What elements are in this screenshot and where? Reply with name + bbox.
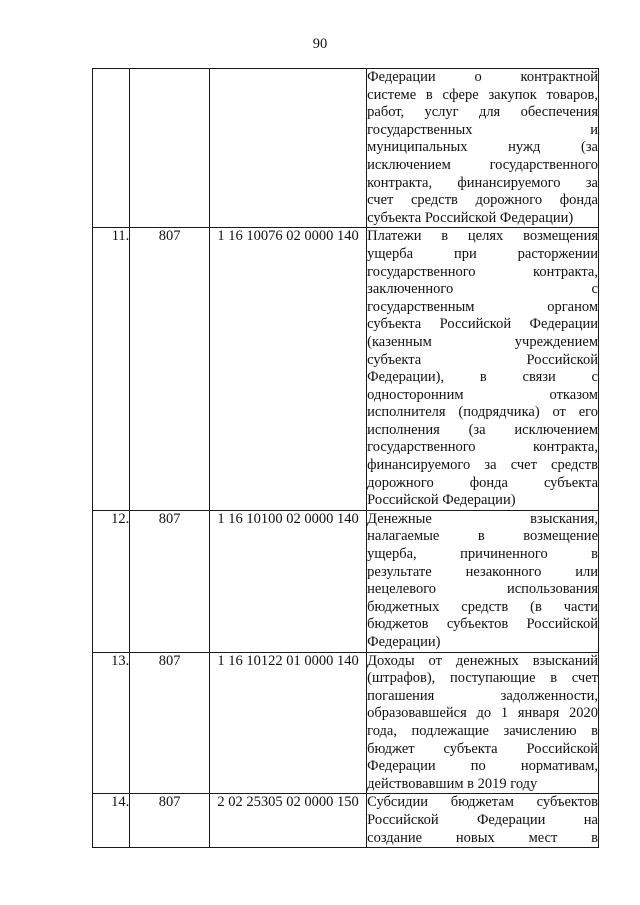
administrator-code: 807	[130, 652, 210, 794]
revenue-description	[367, 794, 599, 848]
description-line: Денежные взыскания,	[367, 510, 598, 527]
description-line: дорожного фонда субъекта	[367, 474, 598, 491]
description-line: субъекта Российской	[367, 351, 598, 368]
description-line: контракта, финансируемого за	[367, 174, 598, 191]
administrator-code: 807	[130, 794, 210, 848]
description-line: Субсидии бюджетам субъектов	[367, 794, 598, 811]
row-number	[93, 69, 130, 228]
description-line: бюджет субъекта Российской	[367, 740, 598, 757]
description-line: (казенным учреждением	[367, 333, 598, 350]
description-line: Платежи в целях возмещения	[367, 228, 598, 245]
description-line: односторонним отказом	[367, 386, 598, 403]
description-line: погашения задолженности,	[367, 687, 598, 704]
description-line: Федерации)	[367, 634, 441, 650]
description-line: исключением государственного	[367, 156, 598, 173]
description-line: Федерации о контрактной	[367, 69, 598, 85]
description-line: государственным органом	[367, 298, 598, 315]
description-line: финансируемого за счет средств	[367, 457, 598, 474]
description-line: заключенного с	[367, 281, 598, 298]
table-row	[93, 794, 599, 848]
description-line: государственного контракта,	[367, 439, 598, 456]
revenue-description	[367, 69, 599, 228]
budget-classification-code	[209, 69, 366, 228]
table-row	[93, 69, 599, 228]
description-line: налагаемые в возмещение	[367, 528, 598, 545]
revenue-description	[367, 228, 599, 511]
revenue-description	[367, 510, 599, 652]
budget-classification-code: 1 16 10122 01 0000 140	[209, 652, 366, 794]
description-line: ущерба при расторжении	[367, 245, 598, 262]
description-line: государственного контракта,	[367, 263, 598, 280]
description-line: Российской Федерации)	[367, 492, 516, 509]
description-line: действовавшим в 2019 году	[367, 775, 538, 792]
description-line: бюджетов субъектов Российской	[367, 616, 598, 633]
description-line: образовавшейся до 1 января 2020	[367, 705, 598, 722]
table-row	[93, 228, 599, 511]
description-line: ущерба, причиненного в	[367, 546, 598, 563]
revenue-description	[367, 652, 599, 794]
description-line: результате незаконного или	[367, 563, 598, 580]
description-line: муниципальных нужд (за	[367, 139, 598, 156]
description-line: работ, услуг для обеспечения	[367, 104, 598, 121]
administrator-code: 807	[130, 228, 210, 511]
description-line: субъекта Российской Федерации	[367, 316, 598, 333]
row-number: 12.	[93, 510, 130, 652]
description-line: бюджетных средств (в части	[367, 598, 598, 615]
budget-classification-code: 1 16 10076 02 0000 140	[209, 228, 366, 511]
description-line: исполнителя (подрядчика) от его	[367, 404, 598, 421]
row-number: 14.	[93, 794, 130, 848]
description-line: системе в сфере закупок товаров,	[367, 86, 598, 103]
page-number: 90	[312, 36, 328, 52]
table-row	[93, 510, 599, 652]
budget-classification-code: 1 16 10100 02 0000 140	[209, 510, 366, 652]
description-line: создание новых мест в	[367, 829, 598, 846]
budget-classification-code: 2 02 25305 02 0000 150	[209, 794, 366, 848]
description-line: Федерации), в связи с	[367, 369, 598, 386]
description-line: счет средств дорожного фонда	[367, 192, 598, 209]
description-line: Федерации по нормативам,	[367, 758, 598, 775]
description-line: нецелевого использования	[367, 581, 598, 598]
administrator-code	[130, 69, 210, 228]
revenue-code-table	[92, 68, 599, 848]
description-line: года, подлежащие зачислению в	[367, 722, 598, 739]
description-line: Доходы от денежных взысканий	[367, 652, 598, 669]
description-line: исполнения (за исключением	[367, 421, 598, 438]
description-line: государственных и	[367, 121, 598, 138]
description-line: субъекта Российской Федерации)	[367, 209, 574, 226]
row-number: 13.	[93, 652, 130, 794]
description-line: Российской Федерации на	[367, 811, 598, 828]
administrator-code: 807	[130, 510, 210, 652]
row-number: 11.	[93, 228, 130, 511]
description-line: (штрафов), поступающие в счет	[367, 670, 598, 687]
table-row	[93, 652, 599, 794]
